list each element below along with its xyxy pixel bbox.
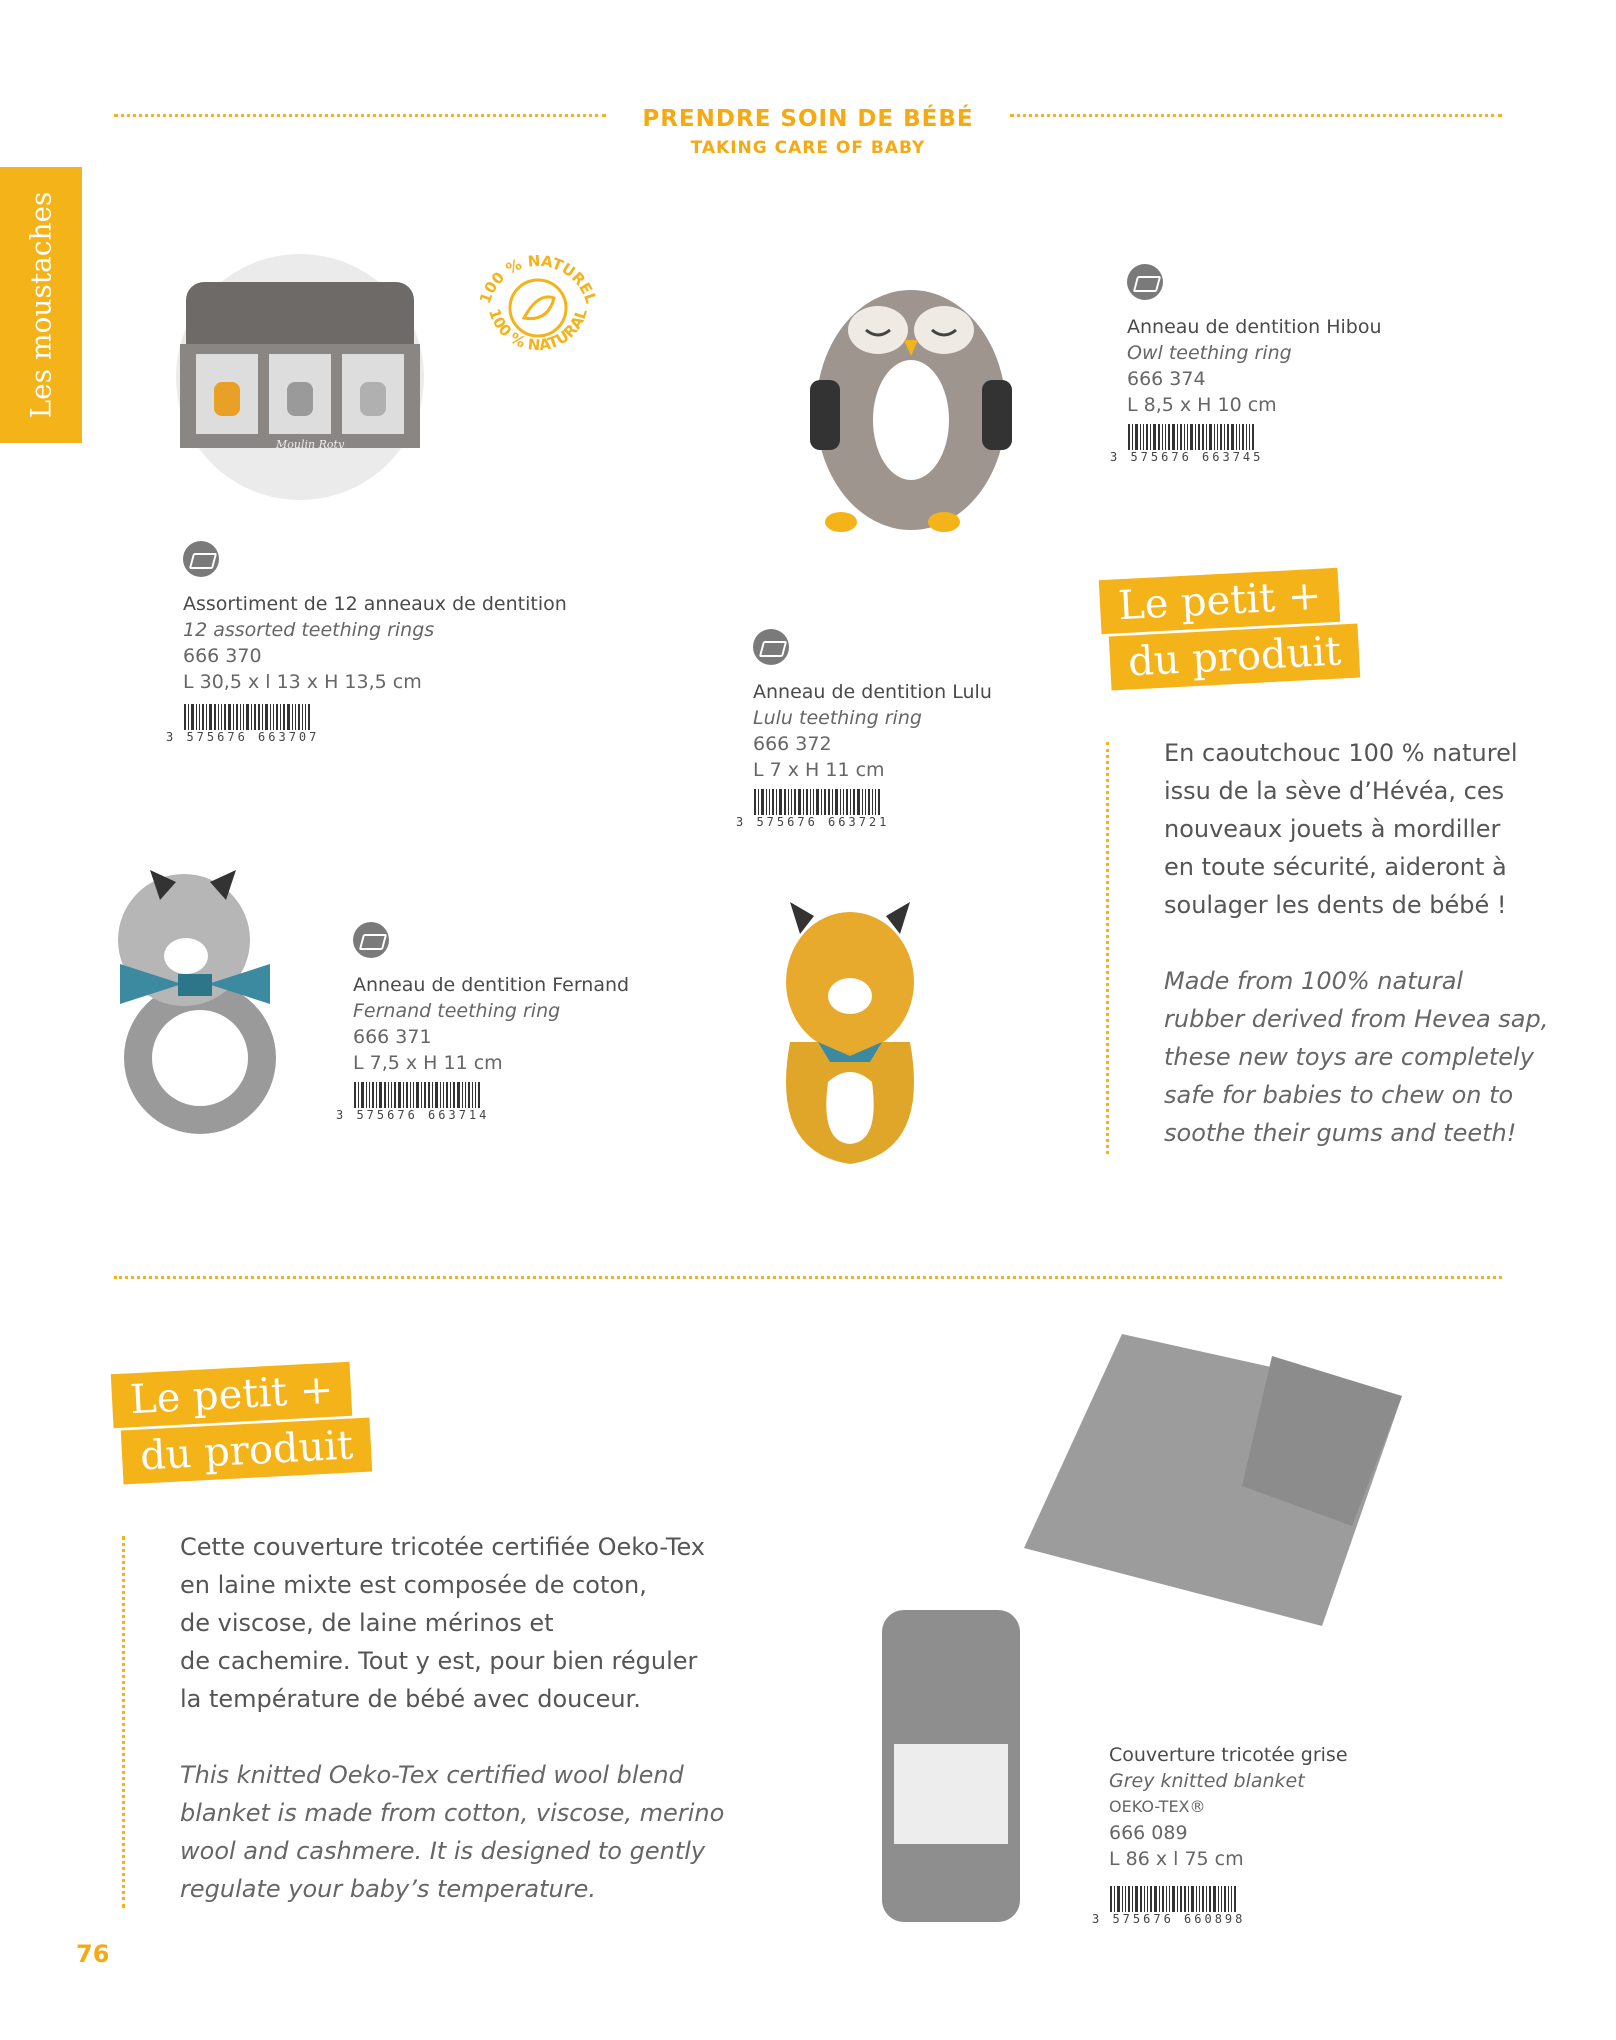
fernand-teething-ring-image [110, 860, 290, 1150]
barcode-owl: 3 575676 663745 [1128, 424, 1256, 462]
product-name-en: Fernand teething ring [353, 1000, 561, 1022]
product-assortment [183, 541, 567, 695]
teething-text-fr: En caoutchouc 100 % naturel issu de la sève d’Hévéa, ces nouveaux jouets à mordiller en toute sécurité, aideront à soulager les dents de bébé ! [1164, 739, 1518, 919]
teething-text-divider [1106, 742, 1109, 1154]
product-name: Couverture tricotée grise [1109, 1744, 1348, 1766]
product-ref: 666 089 [1109, 1822, 1188, 1844]
package-icon [1127, 264, 1163, 300]
product-dimensions: L 8,5 x H 10 cm [1127, 394, 1277, 416]
product-name-en: Grey knitted blanket [1109, 1770, 1305, 1792]
owl-teething-ring-image [796, 270, 1026, 540]
barcode-assortment: 3 575676 663707 [184, 704, 312, 742]
badge-top-text: 100 % NATUREL [475, 251, 601, 306]
page-number: 76 [76, 1940, 110, 1968]
teething-text-en: Made from 100% natural rubber derived from Hevea sap, these new toys are completely safe for babies to chew on to soothe their gums and teeth! [1164, 967, 1549, 1147]
product-fernand [353, 922, 629, 1076]
barcode-blanket: 3 575676 660898 [1110, 1886, 1238, 1924]
product-ref: 666 370 [183, 645, 262, 667]
petit-plus-blanket: Le petit + du produit [112, 1368, 372, 1498]
display-box-image: Moulin Roty [176, 254, 424, 500]
package-icon [753, 629, 789, 665]
product-name-en: Lulu teething ring [753, 707, 922, 729]
badge-bottom-text: 100 % NATURAL [485, 306, 591, 355]
blanket-text-fr: Cette couverture tricotée certifiée Oeko-Tex en laine mixte est composée de coton, de viscose, de laine mérinos et de cachemire. Tout y est, pour bien réguler la température de bébé avec douceur. [180, 1533, 706, 1713]
barcode-fernand: 3 575676 663714 [354, 1082, 482, 1120]
rolled-blanket-image [876, 1604, 1026, 1930]
product-name: Assortiment de 12 anneaux de dentition [183, 593, 567, 615]
product-lulu [753, 629, 992, 783]
product-name: Anneau de dentition Lulu [753, 681, 992, 703]
barcode-lulu: 3 575676 663721 [754, 789, 882, 827]
product-name: Anneau de dentition Hibou [1127, 316, 1382, 338]
product-owl [1127, 264, 1382, 418]
product-dimensions: L 7 x H 11 cm [753, 759, 885, 781]
product-dimensions: L 86 x l 75 cm [1109, 1848, 1244, 1870]
product-ref: 666 371 [353, 1026, 432, 1048]
petit-plus-teething: Le petit + du produit [1100, 574, 1360, 704]
section-divider [114, 1276, 1502, 1279]
product-blanket [1109, 1742, 1348, 1872]
side-tab [0, 167, 82, 443]
product-name-en: 12 assorted teething rings [183, 619, 435, 641]
section-subtitle: TAKING CARE OF BABY [690, 138, 926, 158]
blanket-text-en: This knitted Oeko-Tex certified wool blend blanket is made from cotton, viscose, merino wool and cashmere. It is designed to gently regulate your baby’s temperature. [180, 1761, 725, 1903]
leaf-icon [524, 297, 554, 319]
product-certification: OEKO-TEX® [1109, 1797, 1206, 1816]
leaf-icon-ring [510, 280, 566, 336]
product-dimensions: L 30,5 x l 13 x H 13,5 cm [183, 671, 422, 693]
product-name-en: Owl teething ring [1127, 342, 1292, 364]
blanket-text-divider [122, 1536, 125, 1908]
side-tab-label: Les moustaches [24, 191, 58, 419]
product-dimensions: L 7,5 x H 11 cm [353, 1052, 503, 1074]
product-name: Anneau de dentition Fernand [353, 974, 630, 996]
package-icon [353, 922, 389, 958]
natural-badge [470, 240, 606, 376]
product-ref: 666 374 [1127, 368, 1206, 390]
section-title: PRENDRE SOIN DE BÉBÉ [642, 106, 974, 132]
svg-text:100 % NATURAL [485, 306, 591, 354]
product-ref: 666 372 [753, 733, 832, 755]
lulu-teething-ring-image [770, 892, 930, 1172]
folded-blanket-image [1022, 1326, 1422, 1636]
package-icon [183, 541, 219, 577]
